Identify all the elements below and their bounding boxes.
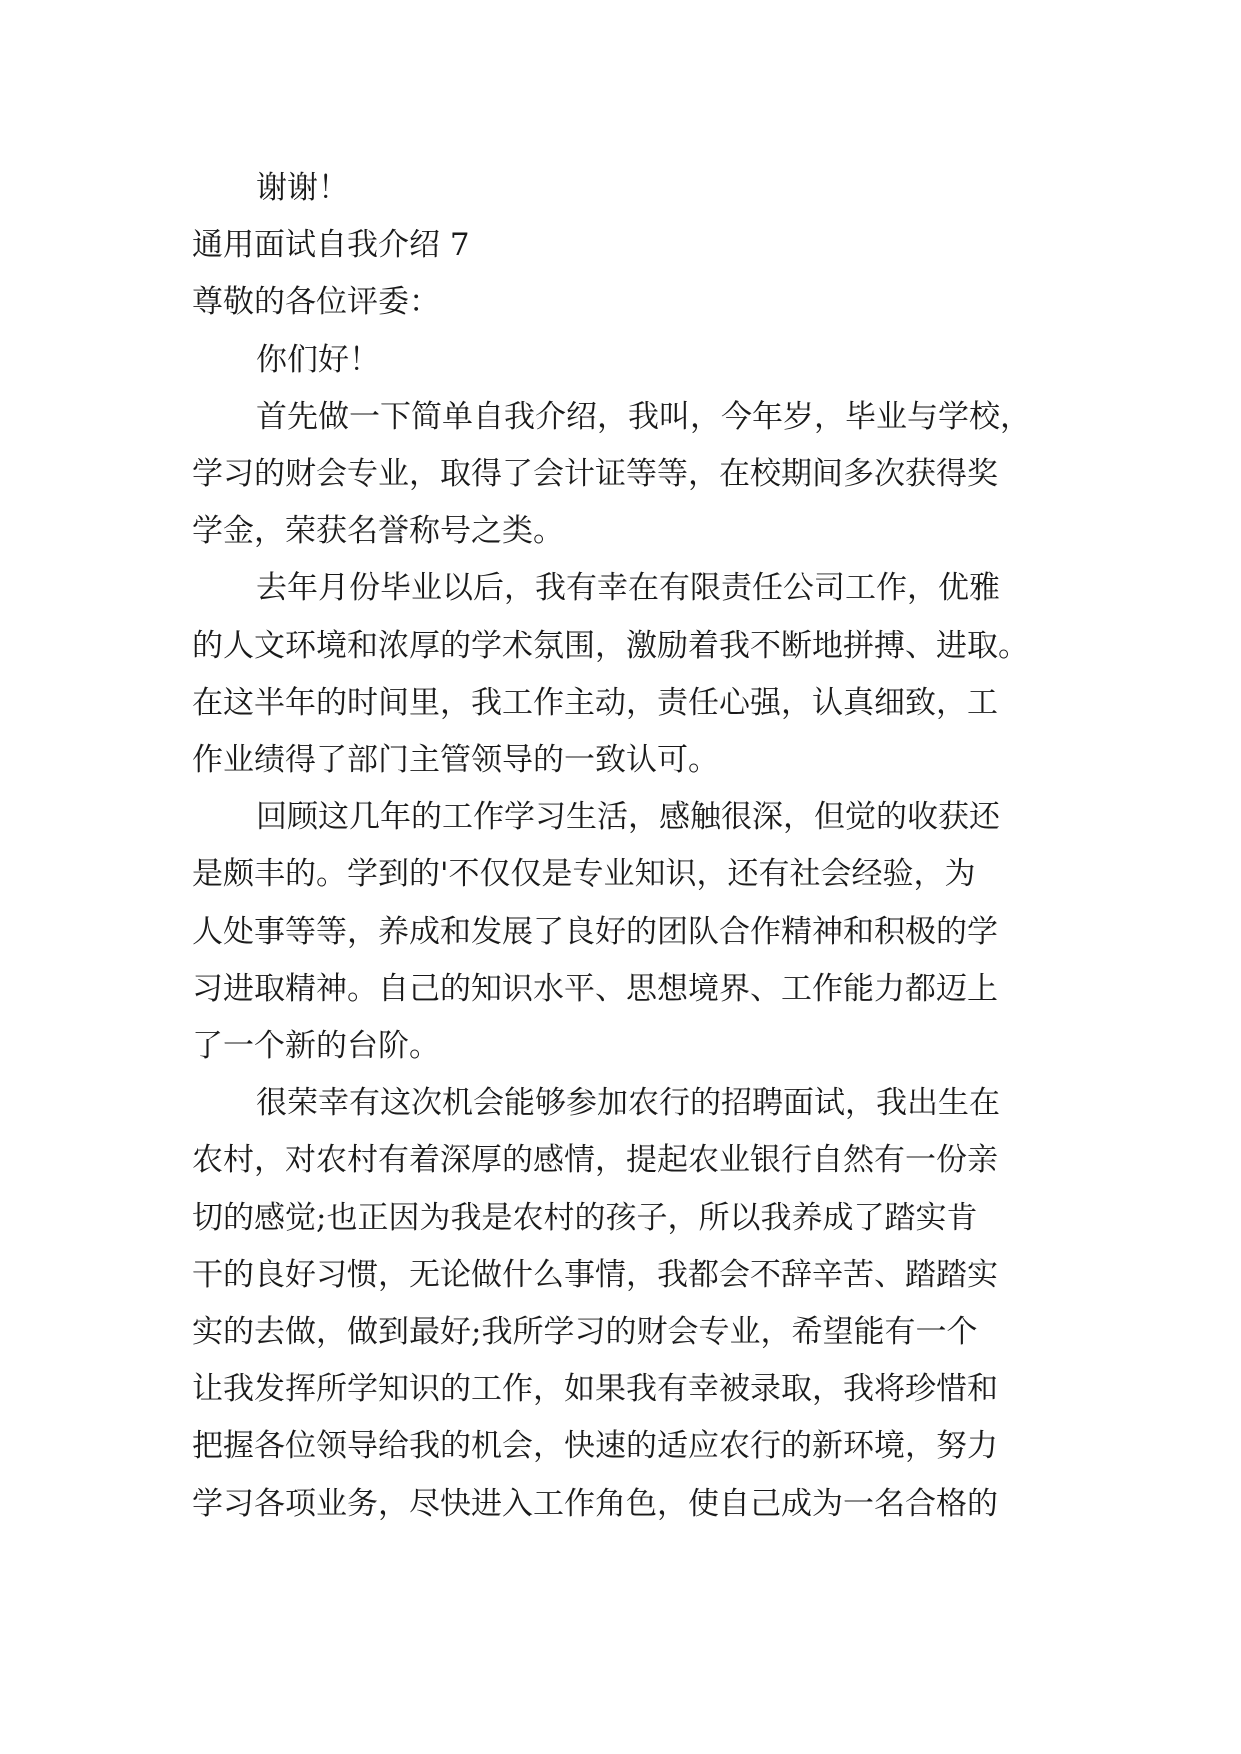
paragraph-line: 学金，荣获名誉称号之类。 [192,513,564,550]
paragraph-line: 实的去做，做到最好;我所学习的财会专业，希望能有一个 [192,1314,978,1351]
paragraph-line: 了一个新的台阶。 [192,1028,440,1065]
paragraph-line: 干的良好习惯，无论做什么事情，我都会不辞辛苦、踏踏实 [192,1256,998,1293]
paragraph-line: 把握各位领导给我的机会，快速的适应农行的新环境，努力 [192,1428,998,1465]
paragraph-line: 习进取精神。自己的知识水平、思想境界、工作能力都迈上 [192,970,998,1007]
section-title: 通用面试自我介绍 7 [192,227,470,264]
paragraph-line: 切的感觉;也正因为我是农村的孩子，所以我养成了踏实肯 [192,1199,978,1236]
paragraph-work-experience [192,560,1052,789]
salutation: 尊敬的各位评委： [192,284,440,321]
paragraph-line: 在这半年的时间里，我工作主动，责任心强，认真细致，工 [192,684,998,721]
paragraph-reflection [192,789,1052,1075]
paragraph-line: 首先做一下简单自我介绍，我叫，今年岁，毕业与学校， [256,398,1031,435]
paragraph-line: 让我发挥所学知识的工作，如果我有幸被录取，我将珍惜和 [192,1371,998,1408]
paragraph-introduction [192,389,1052,561]
paragraph-line: 学习的财会专业，取得了会计证等等，在校期间多次获得奖 [192,456,998,493]
closing-text: 谢谢！ [256,170,349,206]
paragraph-line: 作业绩得了部门主管领导的一致认可。 [192,742,719,779]
paragraph-line: 很荣幸有这次机会能够参加农行的招聘面试，我出生在 [256,1085,1000,1122]
document-body [192,160,1052,1533]
paragraph-line: 去年月份毕业以后，我有幸在有限责任公司工作，优雅 [256,570,1000,607]
paragraph-line: 回顾这几年的工作学习生活，感触很深，但觉的收获还 [256,799,1000,836]
greeting: 你们好！ [256,341,380,378]
paragraph-line: 农村，对农村有着深厚的感情，提起农业银行自然有一份亲 [192,1142,998,1179]
paragraph-motivation [192,1075,1052,1533]
paragraph-line: 是颇丰的。学到的'不仅仅是专业知识，还有社会经验，为 [192,856,976,893]
paragraph-line: 的人文环境和浓厚的学术氛围，激励着我不断地拼搏、进取。 [192,627,1029,664]
paragraph-line: 学习各项业务，尽快进入工作角色，使自己成为一名合格的 [192,1485,998,1522]
paragraph-line: 人处事等等，养成和发展了良好的团队合作精神和积极的学 [192,913,998,950]
